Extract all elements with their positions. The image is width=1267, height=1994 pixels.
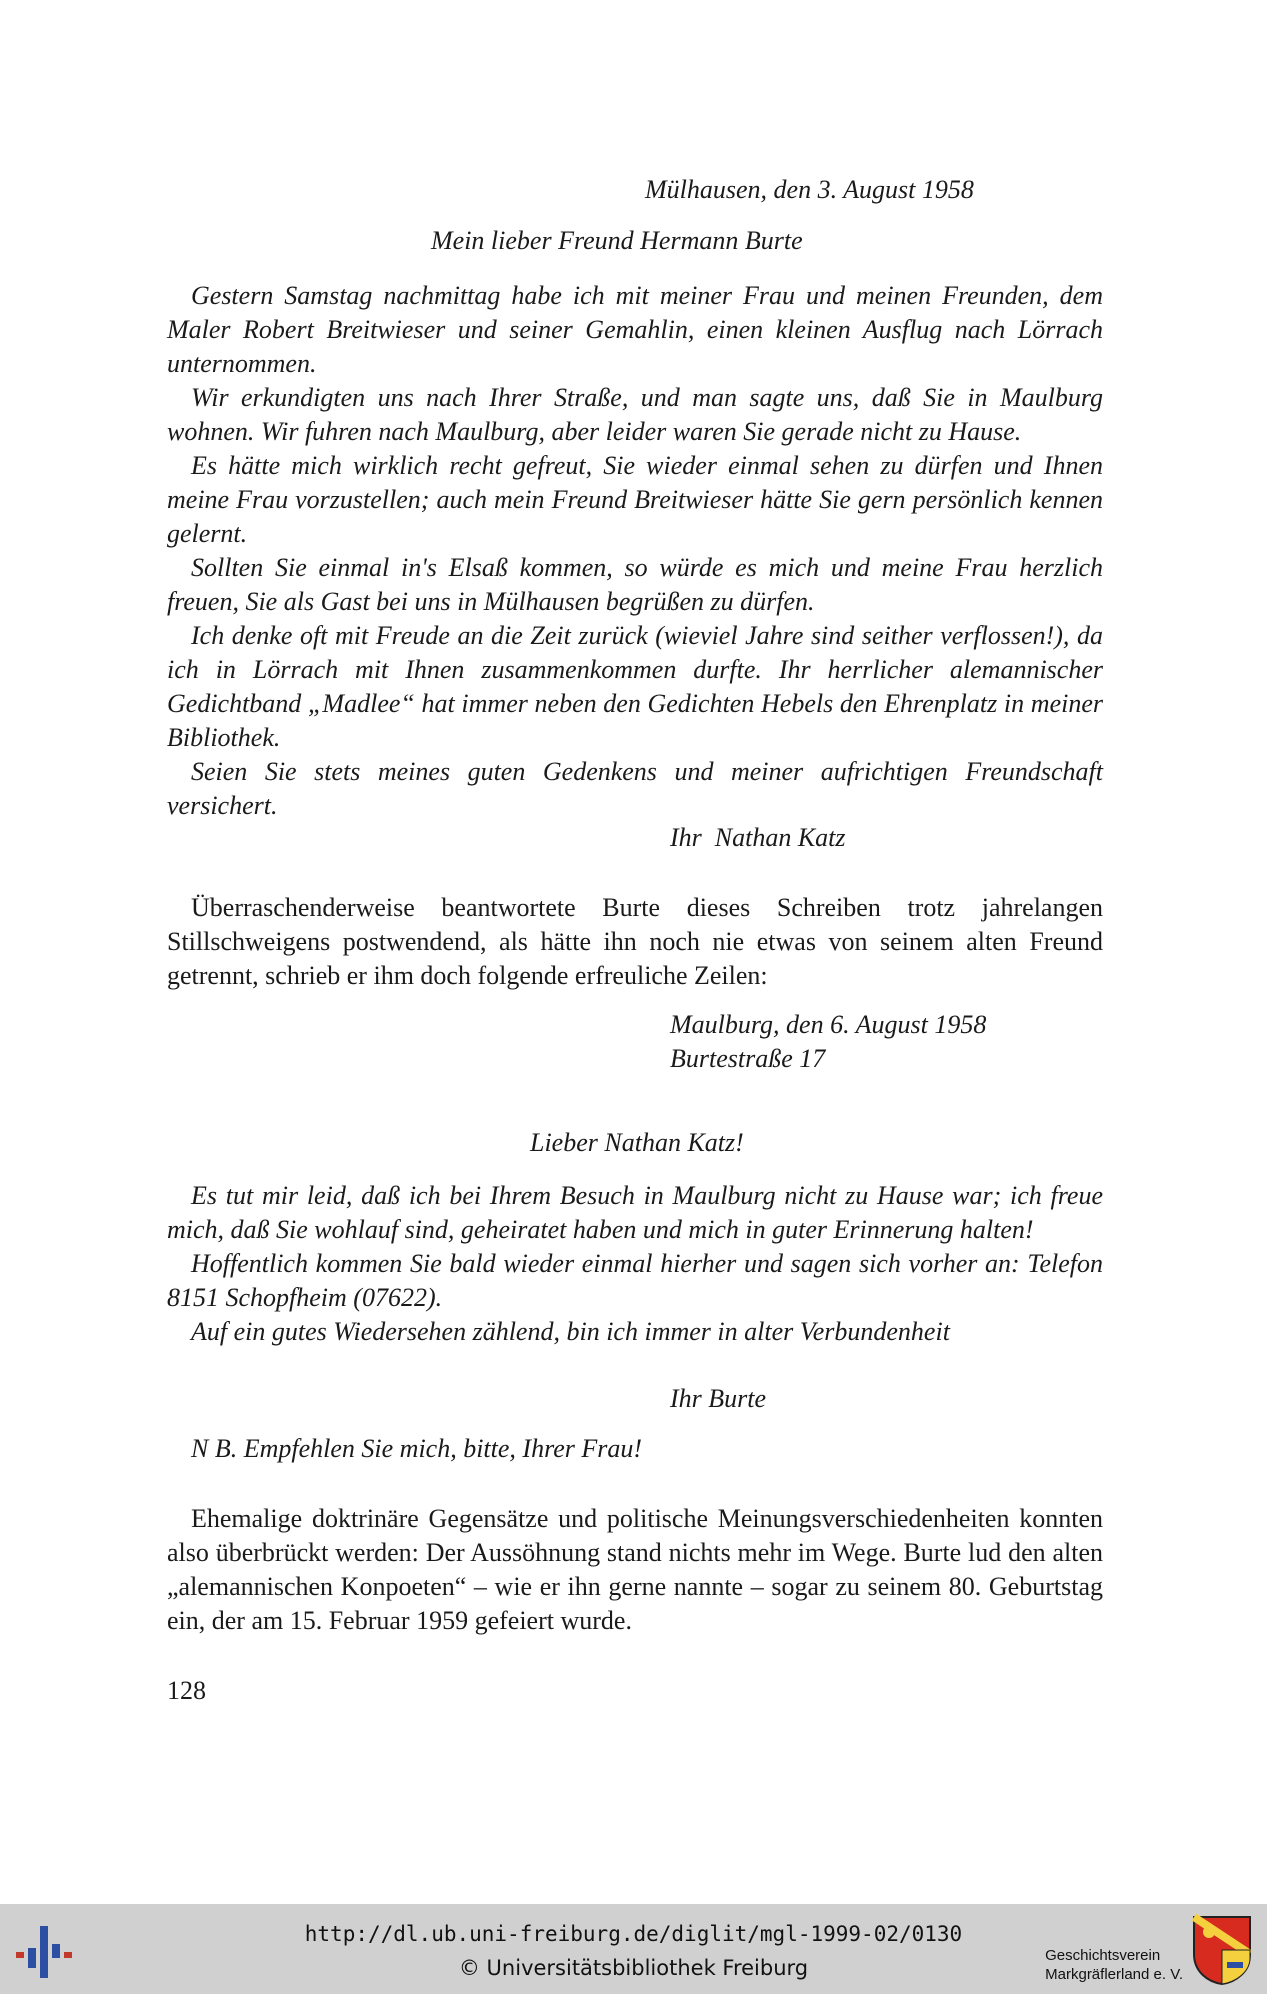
letter2-salutation: Lieber Nathan Katz! — [530, 1128, 744, 1157]
letter2-postscript: N B. Empfehlen Sie mich, bitte, Ihrer Frau! — [191, 1434, 643, 1463]
letter2-paragraph: Es tut mir leid, daß ich bei Ihrem Besuch in Maulburg nicht zu Hause war; ich freue mich, daß Sie wohlauf sind, geheiratet haben und mich in guter Erinnerung halten! — [167, 1181, 1103, 1244]
letter1-paragraph: Wir erkundigten uns nach Ihrer Straße, und man sagte uns, daß Sie in Maulburg wohnen. Wir fuhren nach Maulburg, aber leider waren Sie gerade nicht zu Hause. — [167, 383, 1103, 446]
footer-url[interactable]: http://dl.ub.uni-freiburg.de/diglit/mgl-1999-02/0130 — [304, 1922, 963, 1946]
letter2-address: Burtestraße 17 — [670, 1044, 826, 1073]
footer-organization — [1045, 1946, 1183, 1984]
letter2-date: Maulburg, den 6. August 1958 — [670, 1010, 987, 1039]
letter1-paragraph: Seien Sie stets meines guten Gedenkens und meiner aufrichtigen Freundschaft versichert. — [167, 757, 1103, 820]
letter2-signature: Ihr Burte — [670, 1384, 767, 1413]
letter1-date: Mülhausen, den 3. August 1958 — [645, 175, 974, 204]
page-number: 128 — [167, 1676, 206, 1705]
footer-copyright: © Universitätsbibliothek Freiburg — [458, 1956, 809, 1980]
narrative-text: Überraschenderweise beantwortete Burte dieses Schreiben trotz jahrelangen Stillschweigens postwendend, als hätte ihn noch nie etwas von seinem alten Freund getrennt, schrieb er ihm doch folgende erfreuliche Zeilen: — [167, 893, 1103, 990]
org-line-1: Geschichtsverein — [1045, 1947, 1161, 1964]
coat-of-arms-icon — [1191, 1914, 1253, 1986]
letter2-paragraph: Auf ein gutes Wiedersehen zählend, bin ich immer in alter Verbundenheit — [191, 1317, 950, 1346]
letter2-paragraph: Hoffentlich kommen Sie bald wieder einmal hierher und sagen sich vorher an: Telefon 8151 Schopfheim (07622). — [167, 1249, 1103, 1312]
narrative-text: Ehemalige doktrinäre Gegensätze und politische Meinungsverschiedenheiten konnten also überbrückt werden: Der Aussöhnung stand nichts mehr im Wege. Burte lud den alten „alemannischen Konpoeten“ – wie er ihn gerne nannte – sogar zu seinem 80. Geburtstag ein, der am 15. Februar 1959 gefeiert wurde. — [167, 1504, 1103, 1635]
letter1-salutation: Mein lieber Freund Hermann Burte — [431, 226, 803, 255]
letter1-paragraph: Es hätte mich wirklich recht gefreut, Sie wieder einmal sehen zu dürfen und Ihnen meine Frau vorzustellen; auch mein Freund Breitwieser hätte Sie gern persönlich kennen gelernt. — [167, 451, 1103, 548]
letter2-body — [167, 1179, 1103, 1349]
org-line-2: Markgräflerland e. V. — [1045, 1966, 1183, 1983]
footer-bar — [0, 1904, 1267, 1994]
narrative-paragraph-2 — [167, 1502, 1103, 1638]
letter1-paragraph: Ich denke oft mit Freude an die Zeit zurück (wieviel Jahre sind seither verflossen!), da ich in Lörrach mit Ihnen zusammenkommen durfte. Ihr herrlicher alemannischer Gedichtband „Madlee“ hat immer neben den Gedichten Hebels den Ehrenplatz in meiner Bibliothek. — [167, 621, 1103, 752]
letter1-body — [167, 279, 1103, 823]
letter1-signature: Ihr Nathan Katz — [670, 823, 846, 852]
letter1-paragraph: Sollten Sie einmal in's Elsaß kommen, so würde es mich und meine Frau herzlich freuen, Sie als Gast bei uns in Mülhausen begrüßen zu dürfen. — [167, 553, 1103, 616]
letter1-paragraph: Gestern Samstag nachmittag habe ich mit meiner Frau und meinen Freunden, dem Maler Robert Breitwieser und seiner Gemahlin, einen kleinen Ausflug nach Lörrach unternommen. — [167, 281, 1103, 378]
narrative-paragraph-1 — [167, 891, 1103, 993]
